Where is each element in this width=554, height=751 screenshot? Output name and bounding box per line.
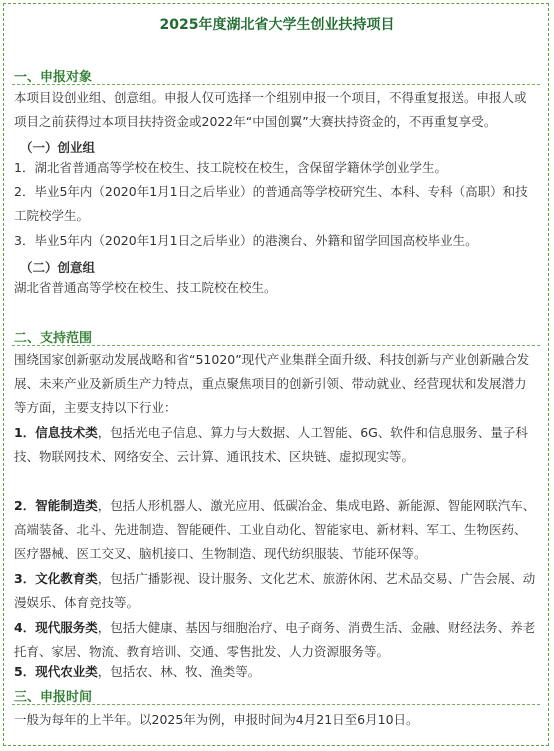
idea-group-text: 湖北省普通高等学校在校生、技工院校在校生。: [14, 280, 277, 295]
industry-number: 1．: [14, 425, 36, 440]
industry-name: 信息技术类: [35, 425, 98, 440]
industry-item: [14, 421, 538, 469]
industry-detail: ，包括广播影视、设计服务、文化艺术、旅游休闲、艺术品交易、广告会展、动漫娱乐、体育竞技等。: [14, 571, 536, 610]
industry-name: 智能制造类: [35, 498, 98, 513]
section-divider: [12, 704, 540, 705]
group-idea-label: （二）创意组: [20, 260, 96, 275]
industry-name: 现代农业类: [35, 664, 98, 679]
industry-detail: ，包括光电子信息、算力与大数据、人工智能、6G、软件和信息服务、量子科技、物联网技术、网络安全、云计算、通讯技术、区块链、虚拟现实等。: [14, 425, 528, 464]
section-divider: [12, 84, 540, 85]
section-heading-timing: 三、申报时间: [14, 690, 93, 705]
industry-detail: ，包括人形机器人、激光应用、低碳冶金、集成电路、新能源、智能网联汽车、高端装备、北斗、先进制造、智能硬件、工业自动化、智能家电、新材料、军工、生物医药、医疗器械、医工交叉、脑机接口、生物制造、现代纺织服装、节能环保等。: [14, 498, 536, 561]
industry-detail: ，包括农、林、牧、渔类等。: [97, 664, 261, 679]
applicants-intro: 本项目设创业组、创意组。申报人仅可选择一个组别申报一个项目，不得重复报送。申报人或项目之前获得过本项目扶持资金或2022年“中国创翼”大赛扶持资金的，不再重复享受。: [14, 90, 527, 129]
industry-item: [14, 616, 538, 664]
industry-item: [14, 567, 538, 615]
startup-item-1: 1．湖北省普通高等学校在校生、技工院校在校生，含保留学籍休学创业学生。: [14, 160, 447, 175]
industry-item: [14, 660, 538, 684]
section-heading-applicants: 一、申报对象: [14, 70, 93, 85]
industry-number: 4．: [14, 620, 36, 635]
section-divider: [12, 345, 540, 346]
industry-item: [14, 494, 538, 566]
industry-name: 现代服务类: [35, 620, 98, 635]
group-startup-label: （一）创业组: [20, 140, 96, 155]
industry-number: 2．: [14, 498, 36, 513]
industry-number: 3．: [14, 571, 36, 586]
scope-intro: 围绕国家创新驱动发展战略和省“51020”现代产业集群全面升级、科技创新与产业创新融合发展、未来产业及新质生产力特点，重点聚焦项目的创新引领、带动就业、经营现状和发展潜力等方面，主要支持以下行业：: [14, 352, 530, 415]
section-heading-scope: 二、支持范围: [14, 331, 93, 346]
timing-text: 一般为每年的上半年。以2025年为例，申报时间为4月21日至6月10日。: [14, 712, 419, 727]
startup-item-2: 2．毕业5年内（2020年1月1日之后毕业）的普通高等学校研究生、本科、专科（高职）和技工院校学生。: [14, 184, 528, 223]
industry-detail: ，包括大健康、基因与细胞治疗、电子商务、消费生活、金融、财经法务、养老托育、家居、物流、教育培训、交通、零售批发、人力资源服务等。: [14, 620, 536, 659]
startup-item-3: 3．毕业5年内（2020年1月1日之后毕业）的港澳台、外籍和留学回国高校毕业生。: [14, 233, 478, 248]
page-title: 2025年度湖北省大学生创业扶持项目: [159, 17, 395, 33]
industry-number: 5．: [14, 664, 36, 679]
industry-name: 文化教育类: [35, 571, 98, 586]
